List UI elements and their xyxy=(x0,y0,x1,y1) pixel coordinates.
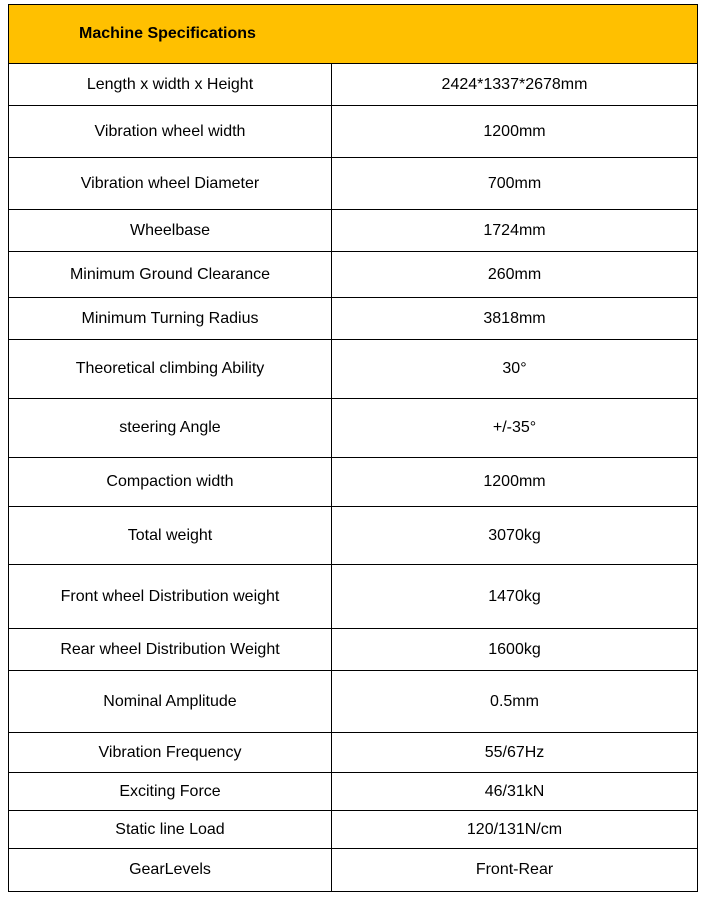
table-row xyxy=(9,399,698,458)
table-title: Machine Specifications xyxy=(9,5,698,64)
table-row xyxy=(9,507,698,565)
spec-value: 120/131N/cm xyxy=(332,811,698,849)
spec-label: Vibration wheel width xyxy=(9,106,332,158)
spec-value: Front-Rear xyxy=(332,849,698,892)
table-row xyxy=(9,158,698,210)
spec-label: Total weight xyxy=(9,507,332,565)
table-row xyxy=(9,849,698,892)
spec-value: 46/31kN xyxy=(332,773,698,811)
table-row xyxy=(9,458,698,507)
spec-value: 1470kg xyxy=(332,565,698,629)
table-row xyxy=(9,733,698,773)
spec-label: Rear wheel Distribution Weight xyxy=(9,629,332,671)
spec-value: 1200mm xyxy=(332,458,698,507)
spec-value: 700mm xyxy=(332,158,698,210)
spec-label: Compaction width xyxy=(9,458,332,507)
spec-value: +/-35° xyxy=(332,399,698,458)
spec-label: GearLevels xyxy=(9,849,332,892)
specifications-table xyxy=(8,4,698,892)
spec-value: 1600kg xyxy=(332,629,698,671)
spec-label: Vibration wheel Diameter xyxy=(9,158,332,210)
spec-label: Vibration Frequency xyxy=(9,733,332,773)
table-row xyxy=(9,106,698,158)
spec-label: Minimum Turning Radius xyxy=(9,298,332,340)
table-row xyxy=(9,210,698,252)
spec-value: 1200mm xyxy=(332,106,698,158)
spec-value: 30° xyxy=(332,340,698,399)
spec-label: Front wheel Distribution weight xyxy=(9,565,332,629)
spec-value: 260mm xyxy=(332,252,698,298)
spec-value: 3818mm xyxy=(332,298,698,340)
spec-label: Minimum Ground Clearance xyxy=(9,252,332,298)
spec-label: Static line Load xyxy=(9,811,332,849)
table-row xyxy=(9,565,698,629)
spec-label: Exciting Force xyxy=(9,773,332,811)
table-row xyxy=(9,340,698,399)
spec-label: Wheelbase xyxy=(9,210,332,252)
spec-value: 1724mm xyxy=(332,210,698,252)
spec-value: 2424*1337*2678mm xyxy=(332,64,698,106)
table-row xyxy=(9,671,698,733)
spec-label: Nominal Amplitude xyxy=(9,671,332,733)
table-row xyxy=(9,773,698,811)
table-row xyxy=(9,252,698,298)
spec-value: 55/67Hz xyxy=(332,733,698,773)
spec-label: Length x width x Height xyxy=(9,64,332,106)
spec-value: 3070kg xyxy=(332,507,698,565)
table-row xyxy=(9,811,698,849)
table-header-row xyxy=(9,5,698,64)
spec-label: Theoretical climbing Ability xyxy=(9,340,332,399)
spec-label: steering Angle xyxy=(9,399,332,458)
table-row xyxy=(9,298,698,340)
spec-value: 0.5mm xyxy=(332,671,698,733)
table-row xyxy=(9,64,698,106)
table-row xyxy=(9,629,698,671)
